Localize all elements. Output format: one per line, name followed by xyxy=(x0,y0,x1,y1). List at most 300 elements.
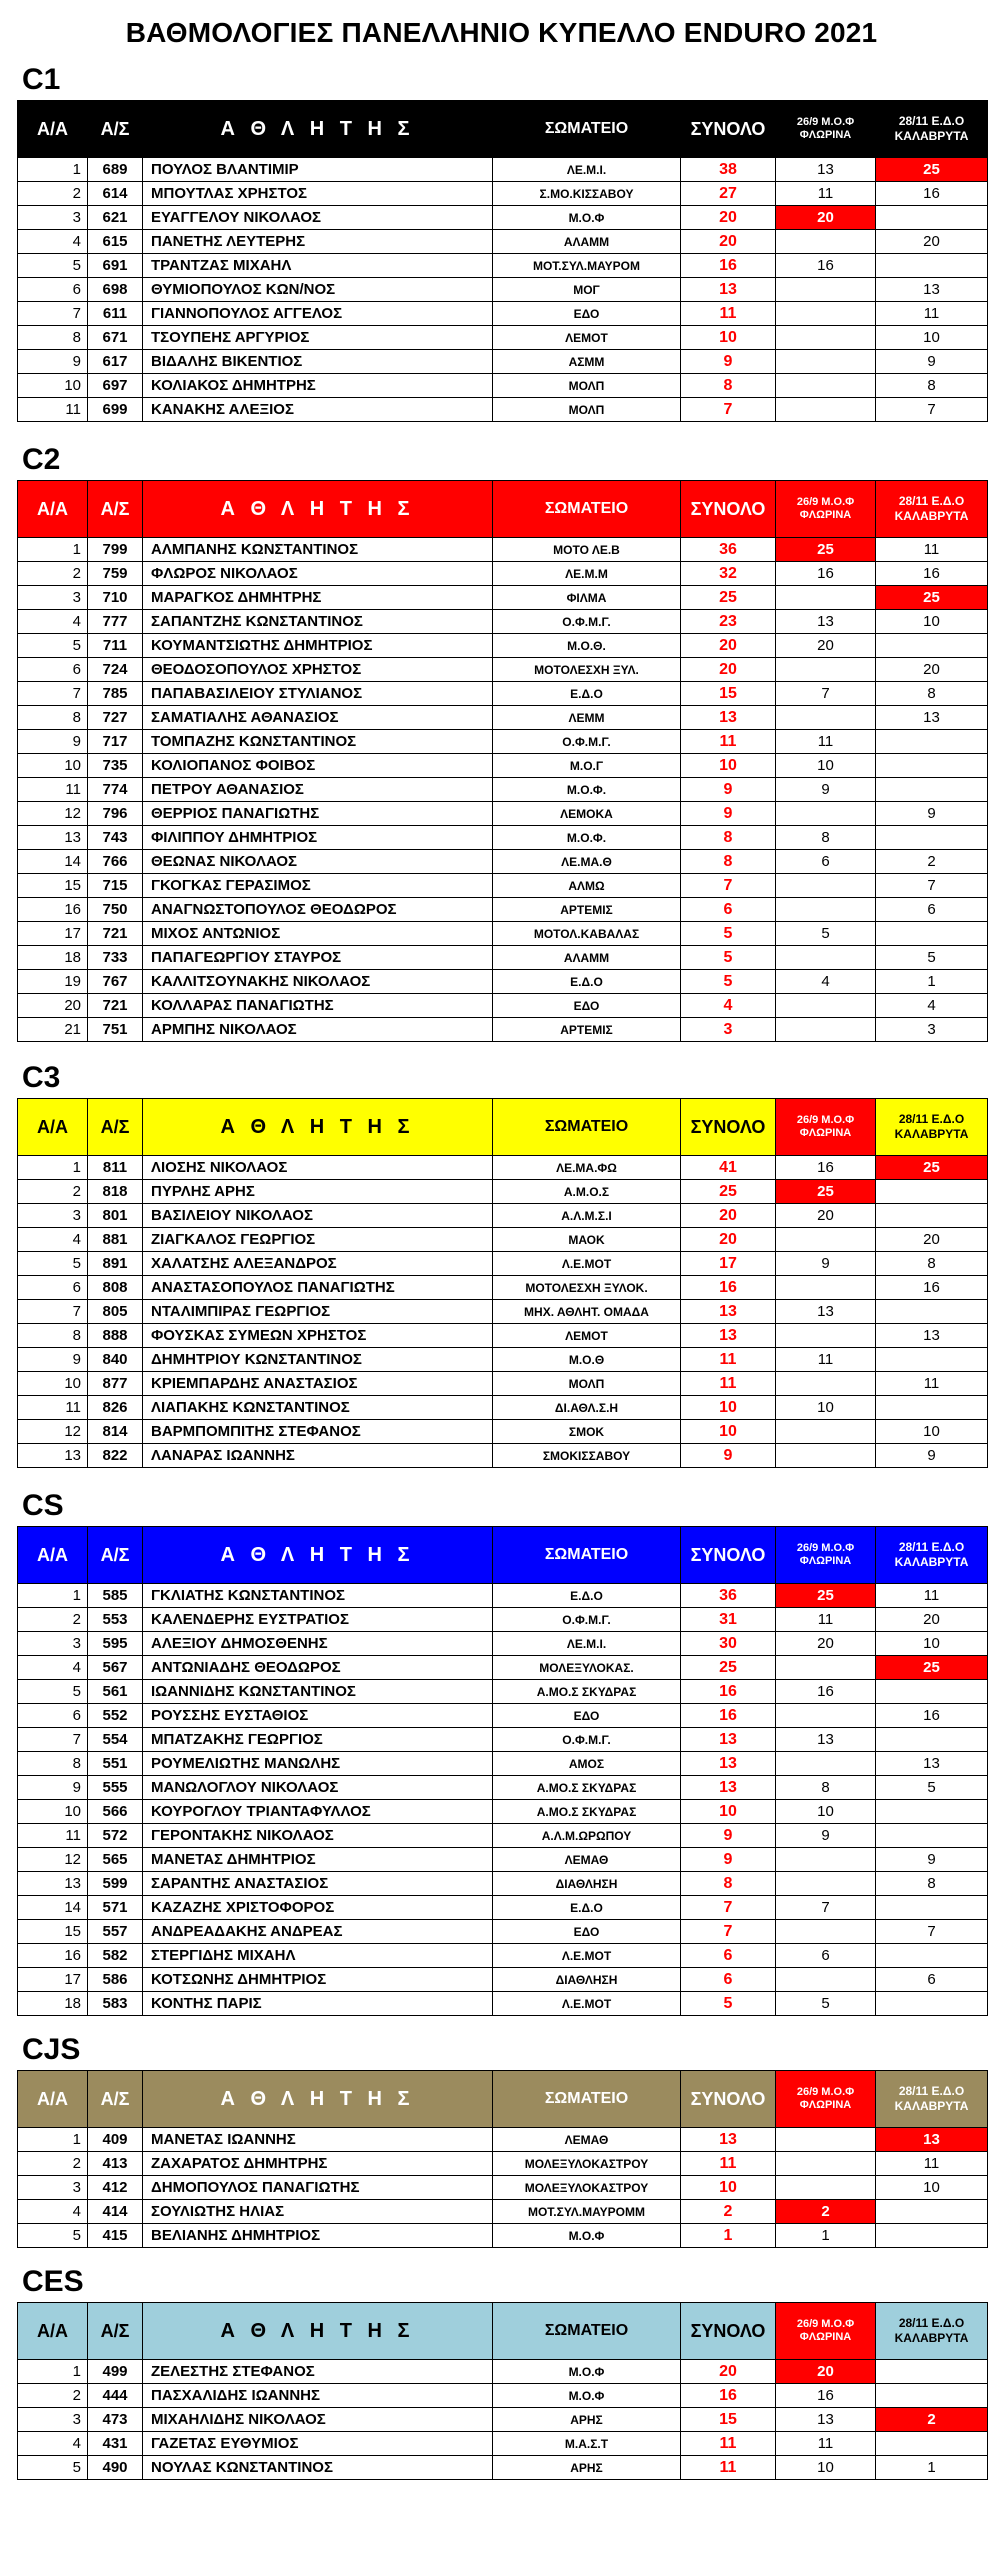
table-row xyxy=(18,182,988,206)
athlete-name-cell: ΚΟΛΙΑΚΟΣ ΔΗΜΗΤΡΗΣ xyxy=(143,374,493,398)
race-kalavryta-points-cell xyxy=(876,922,988,946)
table-row xyxy=(18,1228,988,1252)
athlete-name-cell: ΣΑΜΑΤΙΑΛΗΣ ΑΘΑΝΑΣΙΟΣ xyxy=(143,706,493,730)
total-points-cell: 6 xyxy=(681,898,776,922)
header-athlete: Α Θ Λ Η Τ Η Σ xyxy=(143,481,493,538)
header-number: Α/Σ xyxy=(88,1527,143,1584)
category-title: CJS xyxy=(22,2033,81,2066)
total-points-cell: 27 xyxy=(681,182,776,206)
table-row xyxy=(18,682,988,706)
header-club: ΣΩΜΑΤΕΙΟ xyxy=(493,2071,681,2128)
bib-number-cell: 689 xyxy=(88,158,143,182)
rank-cell: 2 xyxy=(18,182,88,206)
race-florina-points-cell: 25 xyxy=(776,538,876,562)
table-row xyxy=(18,1752,988,1776)
table-row xyxy=(18,1680,988,1704)
club-cell: Μ.Ο.Φ xyxy=(493,2224,681,2248)
club-cell: ΕΔΟ xyxy=(493,994,681,1018)
club-cell: ΜΟΤΟΛΕΣΧΗ ΞΥΛΟΚ. xyxy=(493,1276,681,1300)
total-points-cell: 25 xyxy=(681,1656,776,1680)
bib-number-cell: 759 xyxy=(88,562,143,586)
club-cell: ΛΕ.ΜΑ.ΦΩ xyxy=(493,1156,681,1180)
club-cell: ΛΕ.Μ.Ι. xyxy=(493,158,681,182)
rank-cell: 1 xyxy=(18,538,88,562)
race-florina-points-cell xyxy=(776,1018,876,1042)
race-florina-points-cell: 7 xyxy=(776,1896,876,1920)
rank-cell: 6 xyxy=(18,1704,88,1728)
athlete-name-cell: ΘΕΟΔΟΣΟΠΟΥΛΟΣ ΧΡΗΣΤΟΣ xyxy=(143,658,493,682)
club-cell: Μ.Α.Σ.Τ xyxy=(493,2432,681,2456)
rank-cell: 2 xyxy=(18,2152,88,2176)
club-cell: Ε.Δ.Ο xyxy=(493,970,681,994)
athlete-name-cell: ΣΑΡΑΝΤΗΣ ΑΝΑΣΤΑΣΙΟΣ xyxy=(143,1872,493,1896)
table-row xyxy=(18,538,988,562)
club-cell: ΜΟΤΟΛ.ΚΑΒΑΛΑΣ xyxy=(493,922,681,946)
race-kalavryta-points-cell: 1 xyxy=(876,970,988,994)
table-row xyxy=(18,326,988,350)
athlete-name-cell: ΑΛΜΠΑΝΗΣ ΚΩΝΣΤΑΝΤΙΝΟΣ xyxy=(143,538,493,562)
rank-cell: 11 xyxy=(18,1396,88,1420)
race-kalavryta-points-cell: 20 xyxy=(876,1228,988,1252)
athlete-name-cell: ΜΑΝΩΛΟΓΛΟΥ ΝΙΚΟΛΑΟΣ xyxy=(143,1776,493,1800)
race-florina-points-cell: 13 xyxy=(776,2408,876,2432)
race-kalavryta-points-cell: 11 xyxy=(876,538,988,562)
table-row xyxy=(18,1848,988,1872)
club-cell: ΜΟΛΠ xyxy=(493,374,681,398)
header-total: ΣΥΝΟΛΟ xyxy=(681,1527,776,1584)
total-points-cell: 8 xyxy=(681,850,776,874)
bib-number-cell: 811 xyxy=(88,1156,143,1180)
rank-cell: 16 xyxy=(18,898,88,922)
table-row xyxy=(18,158,988,182)
race-kalavryta-points-cell: 4 xyxy=(876,994,988,1018)
athlete-name-cell: ΑΝΑΣΤΑΣΟΠΟΥΛΟΣ ΠΑΝΑΓΙΩΤΗΣ xyxy=(143,1276,493,1300)
table-row xyxy=(18,1776,988,1800)
total-points-cell: 13 xyxy=(681,1752,776,1776)
athlete-name-cell: ΜΙΧΑΗΛΙΔΗΣ ΝΙΚΟΛΑΟΣ xyxy=(143,2408,493,2432)
total-points-cell: 11 xyxy=(681,1348,776,1372)
rank-cell: 21 xyxy=(18,1018,88,1042)
rank-cell: 1 xyxy=(18,158,88,182)
total-points-cell: 17 xyxy=(681,1252,776,1276)
club-cell: ΕΔΟ xyxy=(493,302,681,326)
bib-number-cell: 711 xyxy=(88,634,143,658)
standings-table xyxy=(17,2302,988,2480)
race-florina-points-cell: 16 xyxy=(776,2384,876,2408)
race-kalavryta-points-cell xyxy=(876,2360,988,2384)
club-cell: ΣΜΟΚΙΣΣΑΒΟΥ xyxy=(493,1444,681,1468)
bib-number-cell: 767 xyxy=(88,970,143,994)
race-florina-points-cell: 9 xyxy=(776,1252,876,1276)
table-row xyxy=(18,2408,988,2432)
bib-number-cell: 409 xyxy=(88,2128,143,2152)
rank-cell: 2 xyxy=(18,562,88,586)
table-header-row xyxy=(18,2071,988,2128)
total-points-cell: 7 xyxy=(681,874,776,898)
athlete-name-cell: ΠΑΣΧΑΛΙΔΗΣ ΙΩΑΝΝΗΣ xyxy=(143,2384,493,2408)
bib-number-cell: 583 xyxy=(88,1992,143,2016)
race-kalavryta-points-cell xyxy=(876,1300,988,1324)
total-points-cell: 9 xyxy=(681,1824,776,1848)
total-points-cell: 10 xyxy=(681,326,776,350)
bib-number-cell: 891 xyxy=(88,1252,143,1276)
header-race-kalavryta: 28/11 Ε.Δ.Ο ΚΑΛΑΒΡΥΤΑ xyxy=(876,2071,988,2128)
race-florina-points-cell xyxy=(776,1920,876,1944)
total-points-cell: 5 xyxy=(681,970,776,994)
bib-number-cell: 717 xyxy=(88,730,143,754)
race-florina-points-cell: 6 xyxy=(776,1944,876,1968)
club-cell: Λ.Ε.ΜΟΤ xyxy=(493,1252,681,1276)
table-row xyxy=(18,802,988,826)
header-number: Α/Σ xyxy=(88,2303,143,2360)
total-points-cell: 15 xyxy=(681,2408,776,2432)
table-row xyxy=(18,2384,988,2408)
table-row xyxy=(18,730,988,754)
table-row xyxy=(18,1632,988,1656)
rank-cell: 20 xyxy=(18,994,88,1018)
rank-cell: 19 xyxy=(18,970,88,994)
race-kalavryta-points-cell xyxy=(876,2432,988,2456)
rank-cell: 6 xyxy=(18,1276,88,1300)
total-points-cell: 10 xyxy=(681,1420,776,1444)
race-florina-points-cell: 8 xyxy=(776,1776,876,1800)
table-row xyxy=(18,230,988,254)
bib-number-cell: 552 xyxy=(88,1704,143,1728)
athlete-name-cell: ΠΑΝΕΤΗΣ ΛΕΥΤΕΡΗΣ xyxy=(143,230,493,254)
race-florina-points-cell: 16 xyxy=(776,1156,876,1180)
bib-number-cell: 710 xyxy=(88,586,143,610)
bib-number-cell: 697 xyxy=(88,374,143,398)
total-points-cell: 11 xyxy=(681,730,776,754)
table-header-row xyxy=(18,101,988,158)
race-kalavryta-points-cell: 13 xyxy=(876,278,988,302)
race-florina-points-cell xyxy=(776,1656,876,1680)
athlete-name-cell: ΖΕΛΕΣΤΗΣ ΣΤΕΦΑΝΟΣ xyxy=(143,2360,493,2384)
club-cell: ΜΗΧ. ΑΘΛΗΤ. ΟΜΑΔΑ xyxy=(493,1300,681,1324)
total-points-cell: 1 xyxy=(681,2224,776,2248)
rank-cell: 13 xyxy=(18,1872,88,1896)
club-cell: ΛΕΜΟΤ xyxy=(493,1324,681,1348)
total-points-cell: 16 xyxy=(681,1276,776,1300)
rank-cell: 12 xyxy=(18,802,88,826)
total-points-cell: 36 xyxy=(681,1584,776,1608)
club-cell: ΑΡΤΕΜΙΣ xyxy=(493,1018,681,1042)
rank-cell: 11 xyxy=(18,398,88,422)
total-points-cell: 10 xyxy=(681,754,776,778)
athlete-name-cell: ΒΙΔΑΛΗΣ ΒΙΚΕΝΤΙΟΣ xyxy=(143,350,493,374)
rank-cell: 7 xyxy=(18,302,88,326)
race-florina-points-cell xyxy=(776,994,876,1018)
total-points-cell: 9 xyxy=(681,778,776,802)
race-florina-points-cell: 4 xyxy=(776,970,876,994)
bib-number-cell: 582 xyxy=(88,1944,143,1968)
race-kalavryta-points-cell: 10 xyxy=(876,1420,988,1444)
athlete-name-cell: ΣΤΕΡΓΙΔΗΣ ΜΙΧΑΗΛ xyxy=(143,1944,493,1968)
rank-cell: 13 xyxy=(18,826,88,850)
athlete-name-cell: ΚΟΥΜΑΝΤΣΙΩΤΗΣ ΔΗΜΗΤΡΙΟΣ xyxy=(143,634,493,658)
race-kalavryta-points-cell: 20 xyxy=(876,658,988,682)
table-row xyxy=(18,1420,988,1444)
athlete-name-cell: ΦΙΛΙΠΠΟΥ ΔΗΜΗΤΡΙΟΣ xyxy=(143,826,493,850)
athlete-name-cell: ΒΑΡΜΠΟΜΠΙΤΗΣ ΣΤΕΦΑΝΟΣ xyxy=(143,1420,493,1444)
rank-cell: 9 xyxy=(18,1348,88,1372)
table-row xyxy=(18,374,988,398)
table-header-row xyxy=(18,1527,988,1584)
header-club: ΣΩΜΑΤΕΙΟ xyxy=(493,1527,681,1584)
club-cell: ΛΕΜΟΤ xyxy=(493,326,681,350)
athlete-name-cell: ΖΑΧΑΡΑΤΟΣ ΔΗΜΗΤΡΗΣ xyxy=(143,2152,493,2176)
total-points-cell: 5 xyxy=(681,922,776,946)
race-florina-points-cell xyxy=(776,1872,876,1896)
race-kalavryta-points-cell xyxy=(876,254,988,278)
club-cell: Μ.Ο.Φ xyxy=(493,2384,681,2408)
table-row xyxy=(18,994,988,1018)
club-cell: Ε.Δ.Ο xyxy=(493,1584,681,1608)
total-points-cell: 11 xyxy=(681,2152,776,2176)
athlete-name-cell: ΒΑΣΙΛΕΙΟΥ ΝΙΚΟΛΑΟΣ xyxy=(143,1204,493,1228)
bib-number-cell: 801 xyxy=(88,1204,143,1228)
header-total: ΣΥΝΟΛΟ xyxy=(681,2303,776,2360)
athlete-name-cell: ΦΛΩΡΟΣ ΝΙΚΟΛΑΟΣ xyxy=(143,562,493,586)
table-row xyxy=(18,2200,988,2224)
category-title: CES xyxy=(22,2265,84,2298)
header-race-kalavryta: 28/11 Ε.Δ.Ο ΚΑΛΑΒΡΥΤΑ xyxy=(876,101,988,158)
race-florina-points-cell xyxy=(776,326,876,350)
rank-cell: 10 xyxy=(18,754,88,778)
header-race-florina: 26/9 Μ.Ο.Φ ΦΛΩΡΙΝΑ xyxy=(776,101,876,158)
table-row xyxy=(18,1396,988,1420)
table-row xyxy=(18,1348,988,1372)
club-cell: Λ.Ε.ΜΟΤ xyxy=(493,1944,681,1968)
header-pos: Α/Α xyxy=(18,2303,88,2360)
table-row xyxy=(18,1944,988,1968)
rank-cell: 4 xyxy=(18,2432,88,2456)
athlete-name-cell: ΜΑΡΑΓΚΟΣ ΔΗΜΗΤΡΗΣ xyxy=(143,586,493,610)
race-florina-points-cell xyxy=(776,1276,876,1300)
rank-cell: 4 xyxy=(18,610,88,634)
club-cell: ΑΛΜΩ xyxy=(493,874,681,898)
rank-cell: 17 xyxy=(18,922,88,946)
race-kalavryta-points-cell xyxy=(876,1992,988,2016)
standings-table xyxy=(17,480,988,1042)
club-cell: ΜΟΛΠ xyxy=(493,398,681,422)
header-athlete: Α Θ Λ Η Τ Η Σ xyxy=(143,2071,493,2128)
athlete-name-cell: ΦΟΥΣΚΑΣ ΣΥΜΕΩΝ ΧΡΗΣΤΟΣ xyxy=(143,1324,493,1348)
total-points-cell: 5 xyxy=(681,946,776,970)
category-title: C3 xyxy=(22,1061,61,1094)
total-points-cell: 30 xyxy=(681,1632,776,1656)
athlete-name-cell: ΠΑΠΑΓΕΩΡΓΙΟΥ ΣΤΑΥΡΟΣ xyxy=(143,946,493,970)
athlete-name-cell: ΓΑΖΕΤΑΣ ΕΥΘΥΜΙΟΣ xyxy=(143,2432,493,2456)
rank-cell: 3 xyxy=(18,1204,88,1228)
athlete-name-cell: ΚΑΛΛΙΤΣΟΥΝΑΚΗΣ ΝΙΚΟΛΑΟΣ xyxy=(143,970,493,994)
header-number: Α/Σ xyxy=(88,2071,143,2128)
table-row xyxy=(18,2456,988,2480)
athlete-name-cell: ΑΝΑΓΝΩΣΤΟΠΟΥΛΟΣ ΘΕΟΔΩΡΟΣ xyxy=(143,898,493,922)
rank-cell: 14 xyxy=(18,850,88,874)
header-race-florina: 26/9 Μ.Ο.Φ ΦΛΩΡΙΝΑ xyxy=(776,2071,876,2128)
header-total: ΣΥΝΟΛΟ xyxy=(681,481,776,538)
header-race-kalavryta: 28/11 Ε.Δ.Ο ΚΑΛΑΒΡΥΤΑ xyxy=(876,2303,988,2360)
race-kalavryta-points-cell: 7 xyxy=(876,1920,988,1944)
race-florina-points-cell xyxy=(776,1968,876,1992)
total-points-cell: 8 xyxy=(681,1872,776,1896)
race-florina-points-cell xyxy=(776,1372,876,1396)
race-kalavryta-points-cell: 11 xyxy=(876,2152,988,2176)
bib-number-cell: 822 xyxy=(88,1444,143,1468)
race-kalavryta-points-cell xyxy=(876,730,988,754)
race-kalavryta-points-cell: 2 xyxy=(876,850,988,874)
bib-number-cell: 614 xyxy=(88,182,143,206)
athlete-name-cell: ΤΟΜΠΑΖΗΣ ΚΩΝΣΤΑΝΤΙΝΟΣ xyxy=(143,730,493,754)
race-florina-points-cell xyxy=(776,874,876,898)
table-row xyxy=(18,1444,988,1468)
header-total: ΣΥΝΟΛΟ xyxy=(681,1099,776,1156)
bib-number-cell: 750 xyxy=(88,898,143,922)
table-row xyxy=(18,1324,988,1348)
race-florina-points-cell xyxy=(776,278,876,302)
rank-cell: 5 xyxy=(18,2456,88,2480)
race-florina-points-cell: 9 xyxy=(776,778,876,802)
race-florina-points-cell xyxy=(776,2128,876,2152)
rank-cell: 4 xyxy=(18,1228,88,1252)
rank-cell: 8 xyxy=(18,1324,88,1348)
club-cell: Α.Λ.Μ.Σ.Ι xyxy=(493,1204,681,1228)
race-florina-points-cell xyxy=(776,1752,876,1776)
rank-cell: 3 xyxy=(18,2176,88,2200)
table-row xyxy=(18,634,988,658)
rank-cell: 11 xyxy=(18,778,88,802)
race-kalavryta-points-cell: 10 xyxy=(876,326,988,350)
club-cell: Ε.Δ.Ο xyxy=(493,1896,681,1920)
total-points-cell: 9 xyxy=(681,1848,776,1872)
bib-number-cell: 743 xyxy=(88,826,143,850)
athlete-name-cell: ΔΗΜΟΠΟΥΛΟΣ ΠΑΝΑΓΙΩΤΗΣ xyxy=(143,2176,493,2200)
table-row xyxy=(18,586,988,610)
table-row xyxy=(18,658,988,682)
race-florina-points-cell xyxy=(776,898,876,922)
club-cell: ΑΣΜΜ xyxy=(493,350,681,374)
bib-number-cell: 490 xyxy=(88,2456,143,2480)
bib-number-cell: 499 xyxy=(88,2360,143,2384)
athlete-name-cell: ΠΑΠΑΒΑΣΙΛΕΙΟΥ ΣΤΥΛΙΑΝΟΣ xyxy=(143,682,493,706)
athlete-name-cell: ΠΟΥΛΟΣ ΒΛΑΝΤΙΜΙΡ xyxy=(143,158,493,182)
race-kalavryta-points-cell: 13 xyxy=(876,706,988,730)
race-florina-points-cell: 25 xyxy=(776,1180,876,1204)
athlete-name-cell: ΘΕΡΡΙΟΣ ΠΑΝΑΓΙΩΤΗΣ xyxy=(143,802,493,826)
race-kalavryta-points-cell: 13 xyxy=(876,1324,988,1348)
bib-number-cell: 721 xyxy=(88,922,143,946)
table-row xyxy=(18,2224,988,2248)
total-points-cell: 2 xyxy=(681,2200,776,2224)
race-kalavryta-points-cell: 13 xyxy=(876,1752,988,1776)
athlete-name-cell: ΜΠΑΤΖΑΚΗΣ ΓΕΩΡΓΙΟΣ xyxy=(143,1728,493,1752)
total-points-cell: 7 xyxy=(681,1896,776,1920)
rank-cell: 18 xyxy=(18,1992,88,2016)
table-row xyxy=(18,350,988,374)
table-row xyxy=(18,278,988,302)
total-points-cell: 20 xyxy=(681,230,776,254)
race-kalavryta-points-cell: 25 xyxy=(876,158,988,182)
total-points-cell: 11 xyxy=(681,2432,776,2456)
rank-cell: 3 xyxy=(18,2408,88,2432)
rank-cell: 15 xyxy=(18,874,88,898)
total-points-cell: 32 xyxy=(681,562,776,586)
race-florina-points-cell: 20 xyxy=(776,2360,876,2384)
race-florina-points-cell: 5 xyxy=(776,922,876,946)
total-points-cell: 25 xyxy=(681,1180,776,1204)
bib-number-cell: 599 xyxy=(88,1872,143,1896)
header-total: ΣΥΝΟΛΟ xyxy=(681,2071,776,2128)
rank-cell: 4 xyxy=(18,1656,88,1680)
header-number: Α/Σ xyxy=(88,1099,143,1156)
club-cell: ΜΟΛΕΞΥΛΟΚΑΣ. xyxy=(493,1656,681,1680)
total-points-cell: 5 xyxy=(681,1992,776,2016)
table-row xyxy=(18,898,988,922)
bib-number-cell: 814 xyxy=(88,1420,143,1444)
club-cell: Α.Λ.Μ.ΩΡΩΠΟΥ xyxy=(493,1824,681,1848)
athlete-name-cell: ΜΙΧΟΣ ΑΝΤΩΝΙΟΣ xyxy=(143,922,493,946)
club-cell: ΣΜΟΚ xyxy=(493,1420,681,1444)
race-kalavryta-points-cell: 13 xyxy=(876,2128,988,2152)
race-florina-points-cell: 2 xyxy=(776,2200,876,2224)
header-number: Α/Σ xyxy=(88,101,143,158)
club-cell: ΔΙΑΘΛΗΣΗ xyxy=(493,1872,681,1896)
club-cell: ΑΜΟΣ xyxy=(493,1752,681,1776)
table-row xyxy=(18,922,988,946)
race-florina-points-cell xyxy=(776,658,876,682)
race-kalavryta-points-cell xyxy=(876,826,988,850)
total-points-cell: 11 xyxy=(681,2456,776,2480)
rank-cell: 8 xyxy=(18,1752,88,1776)
race-florina-points-cell: 20 xyxy=(776,634,876,658)
athlete-name-cell: ΒΕΛΙΑΝΗΣ ΔΗΜΗΤΡΙΟΣ xyxy=(143,2224,493,2248)
race-kalavryta-points-cell: 16 xyxy=(876,1704,988,1728)
club-cell: Μ.Ο.Φ xyxy=(493,2360,681,2384)
race-kalavryta-points-cell: 8 xyxy=(876,1872,988,1896)
race-kalavryta-points-cell: 10 xyxy=(876,1632,988,1656)
race-kalavryta-points-cell: 16 xyxy=(876,1276,988,1300)
bib-number-cell: 415 xyxy=(88,2224,143,2248)
table-row xyxy=(18,1896,988,1920)
bib-number-cell: 721 xyxy=(88,994,143,1018)
header-pos: Α/Α xyxy=(18,2071,88,2128)
rank-cell: 3 xyxy=(18,1632,88,1656)
rank-cell: 9 xyxy=(18,1776,88,1800)
category-section-ces xyxy=(0,2262,1003,2480)
total-points-cell: 9 xyxy=(681,1444,776,1468)
race-kalavryta-points-cell: 8 xyxy=(876,1252,988,1276)
race-florina-points-cell: 11 xyxy=(776,730,876,754)
race-florina-points-cell: 1 xyxy=(776,2224,876,2248)
race-kalavryta-points-cell: 6 xyxy=(876,1968,988,1992)
bib-number-cell: 586 xyxy=(88,1968,143,1992)
race-kalavryta-points-cell xyxy=(876,1896,988,1920)
bib-number-cell: 585 xyxy=(88,1584,143,1608)
bib-number-cell: 727 xyxy=(88,706,143,730)
club-cell: Μ.Ο.Φ. xyxy=(493,826,681,850)
race-florina-points-cell xyxy=(776,2152,876,2176)
club-cell: ΔΙΑΘΛΗΣΗ xyxy=(493,1968,681,1992)
club-cell: ΛΕ.Μ.Ι. xyxy=(493,1632,681,1656)
total-points-cell: 10 xyxy=(681,1396,776,1420)
table-header-row xyxy=(18,481,988,538)
rank-cell: 5 xyxy=(18,634,88,658)
race-kalavryta-points-cell: 25 xyxy=(876,1156,988,1180)
race-kalavryta-points-cell xyxy=(876,1824,988,1848)
race-florina-points-cell: 10 xyxy=(776,1800,876,1824)
race-florina-points-cell xyxy=(776,1228,876,1252)
